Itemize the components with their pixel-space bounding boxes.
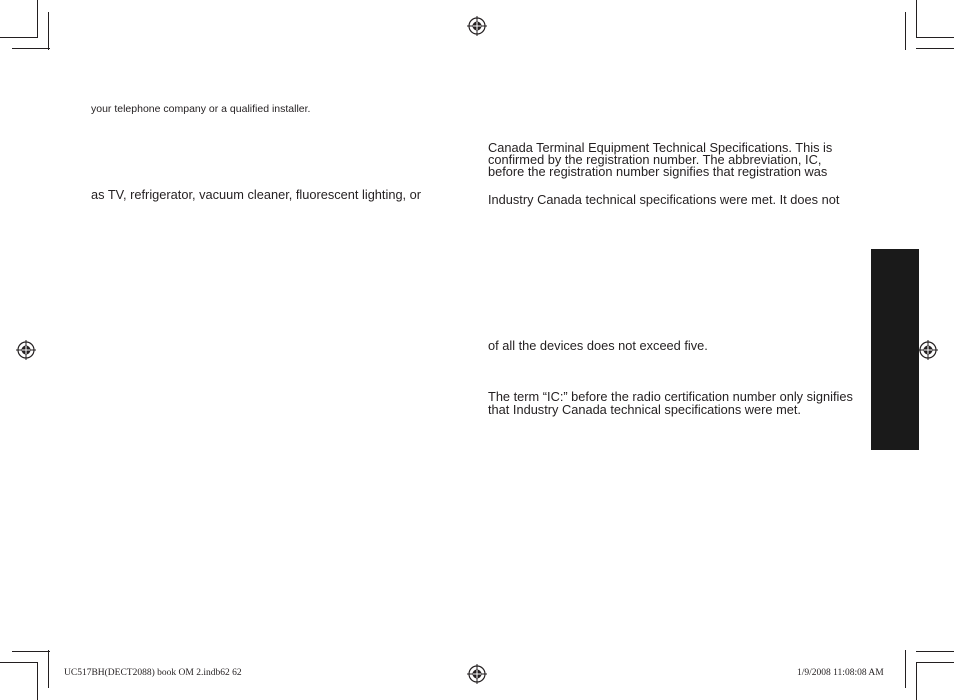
crop-mark [37, 0, 38, 38]
right-text-line: confirmed by the registration number. The abbreviation, IC, [488, 152, 822, 167]
crop-mark [916, 651, 954, 652]
crop-mark [905, 650, 906, 688]
right-text-line: Canada Terminal Equipment Technical Specifications. This is [488, 140, 833, 155]
left-text-line: your telephone company or a qualified installer. [91, 103, 311, 115]
right-text-line: that Industry Canada technical specifications were met. [488, 402, 801, 417]
crop-mark [916, 662, 954, 663]
crop-mark [0, 662, 38, 663]
crop-mark [12, 48, 50, 49]
crop-mark [916, 662, 917, 700]
footer-timestamp: 1/9/2008 11:08:08 AM [797, 668, 884, 678]
crop-mark [916, 37, 954, 38]
registration-target-icon [467, 16, 487, 36]
footer-file-info: UC517BH(DECT2088) book OM 2.indb62 62 [64, 668, 242, 678]
crop-mark [12, 651, 50, 652]
right-text-line: The term “IC:” before the radio certification number only signifies [488, 389, 853, 404]
registration-target-icon [16, 340, 36, 360]
crop-mark [0, 37, 38, 38]
left-text-line: as TV, refrigerator, vacuum cleaner, fluorescent lighting, or [91, 187, 422, 202]
registration-target-icon [918, 340, 938, 360]
crop-mark [48, 12, 49, 50]
crop-mark [37, 662, 38, 700]
crop-mark [916, 0, 917, 38]
registration-target-icon [467, 664, 487, 684]
crop-mark [905, 12, 906, 50]
right-text-line: before the registration number signifies that registration was [488, 164, 828, 179]
section-tab [871, 249, 919, 450]
right-text-line: of all the devices does not exceed five. [488, 338, 708, 353]
crop-mark [916, 48, 954, 49]
right-text-line: Industry Canada technical specifications were met. It does not [488, 192, 840, 207]
crop-mark [48, 650, 49, 688]
